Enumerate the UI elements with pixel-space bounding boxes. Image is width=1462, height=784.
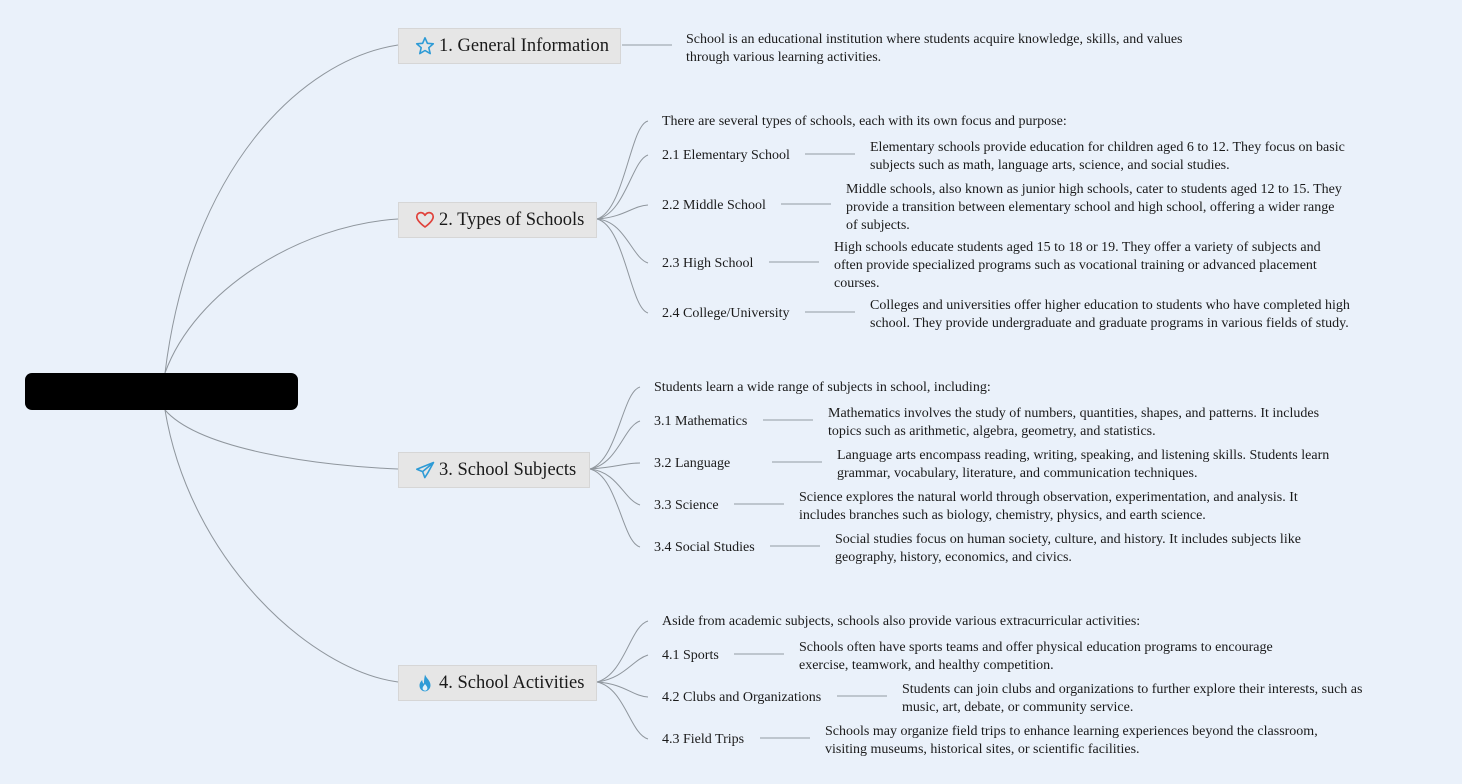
branch-school-activities[interactable] [398, 665, 597, 701]
star-icon [415, 36, 435, 56]
college-university-description: Colleges and universities offer higher education to students who have completed high school. They provide undergraduate and graduate programs in various fields of study. [870, 298, 1350, 331]
root-node[interactable] [25, 373, 298, 410]
sports-description: Schools often have sports teams and offer physical education programs to encourage exercise, teamwork, and healthy competition. [799, 640, 1273, 673]
high-school-description: High schools educate students aged 15 to 18 or 19. They offer a variety of subjects and often provide specialized programs such as vocational training or advanced placement courses. [834, 240, 1321, 291]
flame-icon [415, 673, 435, 693]
list-item-mathematics[interactable]: 3.1 Mathematics [654, 414, 748, 429]
list-item-language[interactable]: 3.2 Language [654, 456, 731, 471]
branch-title: 1. General Information [439, 35, 610, 56]
list-item-sports[interactable]: 4.1 Sports [662, 648, 719, 663]
science-description: Science explores the natural world through observation, experimentation, and analysis. It includes branches such as biology, chemistry, physics, and earth science. [799, 490, 1298, 523]
mathematics-description: Mathematics involves the study of numbers, quantities, shapes, and patterns. It includes topics such as arithmetic, algebra, geometry, and statistics. [828, 406, 1320, 439]
branch-school-subjects[interactable] [398, 452, 590, 488]
clubs-and-organizations-description: Students can join clubs and organizations to further explore their interests, such as music, art, debate, or community service. [902, 682, 1363, 715]
field-trips-description: Schools may organize field trips to enhance learning experiences beyond the classroom, visiting museums, historical sites, or scientific facilities. [825, 724, 1318, 757]
types-of-schools-intro: There are several types of schools, each with its own focus and purpose: [662, 114, 1067, 129]
school-subjects-intro: Students learn a wide range of subjects in school, including: [654, 380, 991, 395]
list-item-field-trips[interactable]: 4.3 Field Trips [662, 732, 745, 747]
list-item-elementary-school[interactable]: 2.1 Elementary School [662, 148, 790, 163]
general-information-description: School is an educational institution where students acquire knowledge, skills, and values through various learning activities. [686, 32, 1183, 65]
branch-title: 2. Types of Schools [439, 209, 585, 230]
list-item-social-studies[interactable]: 3.4 Social Studies [654, 540, 755, 555]
heart-icon [415, 210, 435, 230]
social-studies-description: Social studies focus on human society, culture, and history. It includes subjects like geography, history, economics, and civics. [835, 532, 1301, 565]
list-item-high-school[interactable]: 2.3 High School [662, 256, 754, 271]
list-item-middle-school[interactable]: 2.2 Middle School [662, 198, 766, 213]
branch-title: 4. School Activities [439, 672, 585, 693]
branch-general-information[interactable] [398, 28, 621, 64]
branch-title: 3. School Subjects [439, 459, 577, 480]
elementary-school-description: Elementary schools provide education for children aged 6 to 12. They focus on basic subjects such as math, language arts, science, and social studies. [870, 140, 1345, 173]
list-item-science[interactable]: 3.3 Science [654, 498, 719, 513]
school-activities-intro: Aside from academic subjects, schools also provide various extracurricular activities: [662, 614, 1141, 629]
paper-plane-icon [415, 460, 435, 480]
language-description: Language arts encompass reading, writing, speaking, and listening skills. Students learn grammar, vocabulary, literature, and communication techniques. [837, 448, 1330, 481]
list-item-college-university[interactable]: 2.4 College/University [662, 306, 790, 321]
list-item-clubs-and-organizations[interactable]: 4.2 Clubs and Organizations [662, 690, 822, 705]
branch-types-of-schools[interactable] [398, 202, 597, 238]
middle-school-description: Middle schools, also known as junior high schools, cater to students aged 12 to 15. They provide a transition between elementary school and high school, offering a wider range of subjects. [846, 182, 1342, 233]
